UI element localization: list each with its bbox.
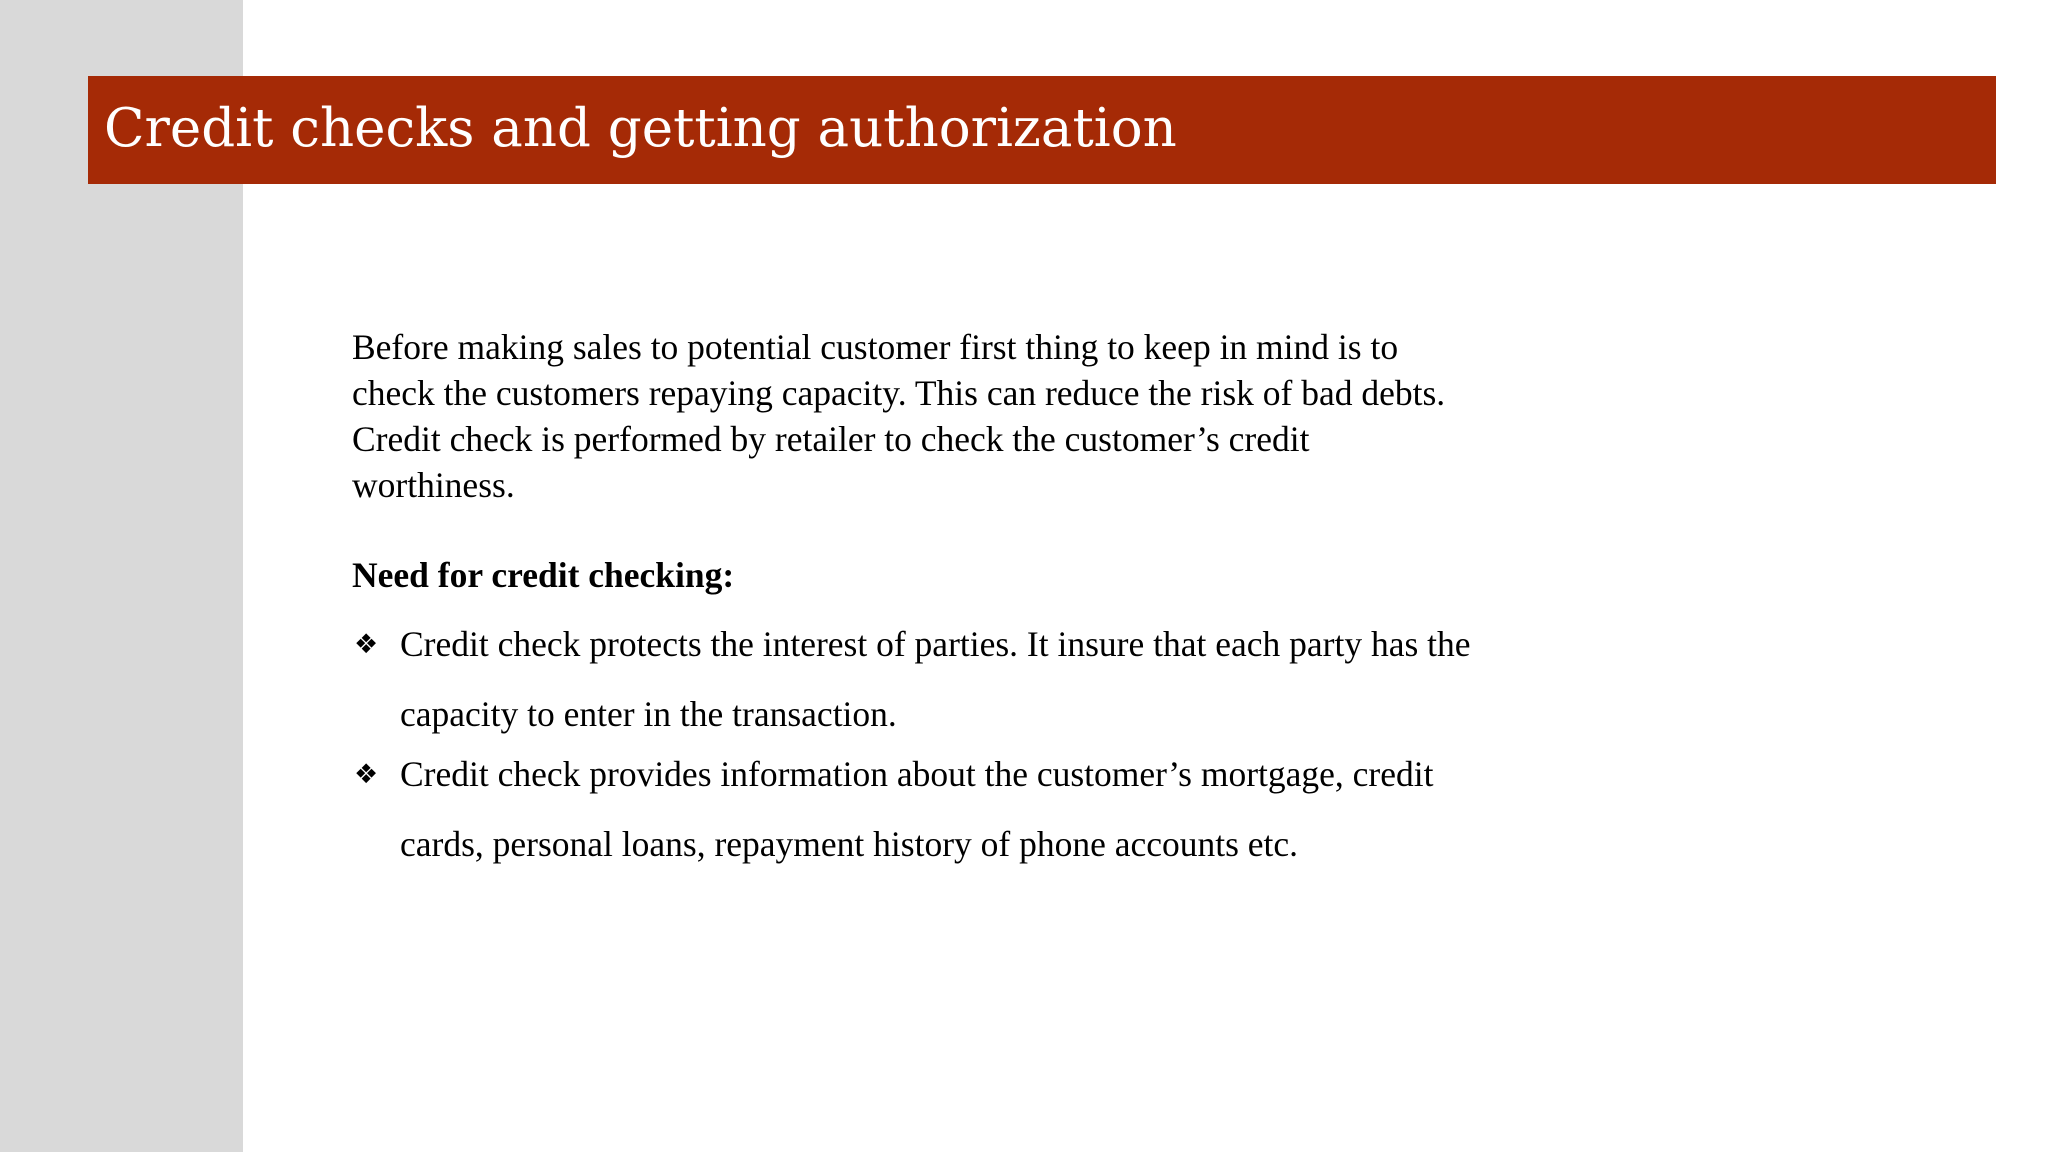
intro-paragraph: Before making sales to potential customer first thing to keep in mind is to check the customers repaying capacity. This can reduce the risk of bad debts. Credit check is performed by retailer to check the customer’s credit worthiness. <box>352 327 1446 505</box>
diamond-bullet-icon: ❖ <box>354 759 379 790</box>
diamond-bullet-icon: ❖ <box>354 629 379 660</box>
bullet-text: Credit check provides information about the customer’s mortgage, credit cards, personal loans, repayment history of phone accounts etc. <box>400 754 1434 864</box>
bullet-list <box>352 610 1472 879</box>
bullet-item <box>352 610 1472 749</box>
title-bar <box>88 76 1996 184</box>
section-subheading: Need for credit checking: <box>352 555 735 595</box>
slide-content <box>352 324 1472 879</box>
slide-title: Credit checks and getting authorization <box>104 97 1177 159</box>
bullet-text: Credit check protects the interest of parties. It insure that each party has the capacity to enter in the transaction. <box>400 624 1471 734</box>
bullet-item <box>352 740 1472 879</box>
